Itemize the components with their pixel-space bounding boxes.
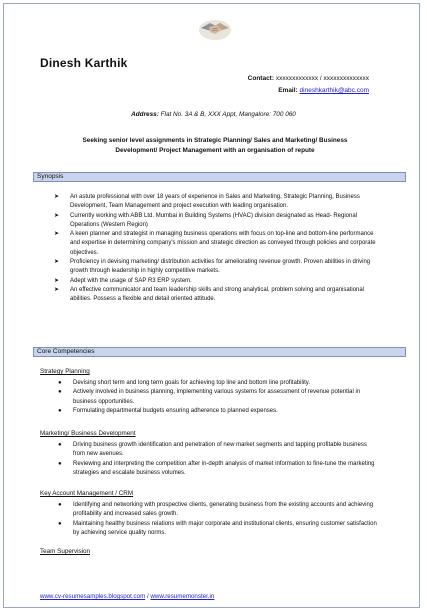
competency-heading-key-account: Key Account Management / CRM <box>40 490 134 497</box>
competency-item-text: Identifying and networking with prospective clients, generating business from the existing accounts and achieving profitability and increased sales growth. <box>73 502 374 518</box>
dot-bullet-icon: ● <box>58 502 62 508</box>
competency-item-text: Maintaining healthy business relations with major corporate and institutional clients, ensuring customer satisfaction by achieving service quality norms. <box>73 520 377 536</box>
footer-link-resumemonster[interactable]: www.resumemonster.in <box>150 593 215 600</box>
competency-item-text: Devising short term and long term goals for achieving top line and bottom line profitability. <box>73 380 311 386</box>
synopsis-item <box>54 230 379 258</box>
synopsis-item-text: An effective communicator and team leadership skills and strong analytical, problem solving and organisational abilities. Possess a flexible and detail oriented attitude. <box>70 286 365 303</box>
competency-item <box>58 388 380 407</box>
address-line <box>0 111 427 118</box>
contact-value: xxxxxxxxxxxxx / xxxxxxxxxxxxxx <box>275 75 369 82</box>
competency-item <box>58 460 380 479</box>
synopsis-item <box>54 277 379 286</box>
core-competencies-section-header: Core Competencies <box>33 347 406 357</box>
address-label: Address: <box>131 111 159 118</box>
key-account-list <box>58 501 380 538</box>
arrow-bullet-icon: ➤ <box>54 286 60 293</box>
competency-item-text: Driving business growth identification and penetration of new market segments and tapping profitable business from new avenues. <box>73 442 367 458</box>
competency-heading-strategy: Strategy Planning <box>40 368 90 375</box>
synopsis-item <box>54 286 379 304</box>
footer-links <box>40 593 214 600</box>
arrow-bullet-icon: ➤ <box>54 258 60 265</box>
synopsis-item-text: An astute professional with over 18 years of experience in Sales and Marketing, Strategic Planning, Business Development, Team Management and project execution with leading organisation. <box>70 194 360 210</box>
competency-item-text: Actively involved in business planning, implementing various systems for assessment of revenue potential in business opportunities. <box>73 389 361 405</box>
synopsis-item <box>54 212 379 230</box>
contact-line <box>248 73 369 85</box>
competency-heading-marketing: Marketing/ Business Development <box>40 430 136 437</box>
competency-item-text: Reviewing and interpreting the competition after in-depth analysis of market information to fine-tune the marketing strategies and escalate business volumes. <box>73 460 375 476</box>
synopsis-list <box>54 193 379 305</box>
synopsis-item <box>54 258 379 276</box>
dot-bullet-icon: ● <box>58 460 62 467</box>
synopsis-item-text: Currently working with ABB Ltd. Mumbai in Building Systems (HVAC) division designated as Head- Regional Operations (Western Region) <box>70 212 358 228</box>
competency-heading-team-supervision: Team Supervision <box>40 548 91 555</box>
competency-item <box>58 501 380 520</box>
arrow-bullet-icon: ➤ <box>54 277 60 284</box>
objective-line-1: Seeking senior level assignments in Strategic Planning/ Sales and Marketing/ Business <box>82 137 348 144</box>
arrow-bullet-icon: ➤ <box>54 231 60 238</box>
dot-bullet-icon: ● <box>58 389 62 396</box>
objective-line-2: Development/ Project Management with an organisation of repute <box>115 147 315 154</box>
email-link[interactable]: dineshkarthik@abc.com <box>299 87 369 94</box>
synopsis-item-text: A keen planner and strategist in managing business operations with focus on top-line and bottom-line performance and expertise in determining company's mission and strategic direction as conveyed through policies and corporate objectives. <box>70 231 376 256</box>
dot-bullet-icon: ● <box>58 442 62 448</box>
footer-link-cv-samples[interactable]: www.cv-resumesamples.blogspot.com <box>40 593 146 600</box>
candidate-name: Dinesh Karthik <box>40 56 128 70</box>
competency-item <box>58 407 380 416</box>
competency-item <box>58 379 380 388</box>
arrow-bullet-icon: ➤ <box>54 194 60 200</box>
synopsis-item-text: Proficiency in devising marketing/ distribution activities for ameliorating revenue growth. Proven abilities in driving growth through leadership in highly competitive markets. <box>70 258 371 275</box>
objective-statement <box>70 136 360 156</box>
competency-item <box>58 520 380 539</box>
synopsis-item-text: Adept with the usage of SAP R3 ERP system. <box>70 277 192 284</box>
dot-bullet-icon: ● <box>58 520 62 527</box>
contact-block <box>248 73 369 97</box>
contact-label: Contact: <box>247 75 275 82</box>
competency-item <box>58 441 380 460</box>
footer-separator: / <box>145 593 151 600</box>
email-line <box>248 85 369 97</box>
dot-bullet-icon: ● <box>58 407 62 414</box>
address-value: Flat No. 3A & B, XXX Appt, Mangalore: 700 060 <box>160 111 296 118</box>
arrow-bullet-icon: ➤ <box>54 212 60 219</box>
handshake-icon <box>198 14 232 44</box>
synopsis-item <box>54 193 379 211</box>
dot-bullet-icon: ● <box>58 380 62 386</box>
email-label: Email: <box>278 87 298 94</box>
strategy-list <box>58 379 380 416</box>
synopsis-section-header: Synopsis <box>33 172 406 182</box>
marketing-list <box>58 441 380 478</box>
competency-item-text: Formulating departmental budgets ensuring adherence to planned expenses. <box>73 407 278 414</box>
